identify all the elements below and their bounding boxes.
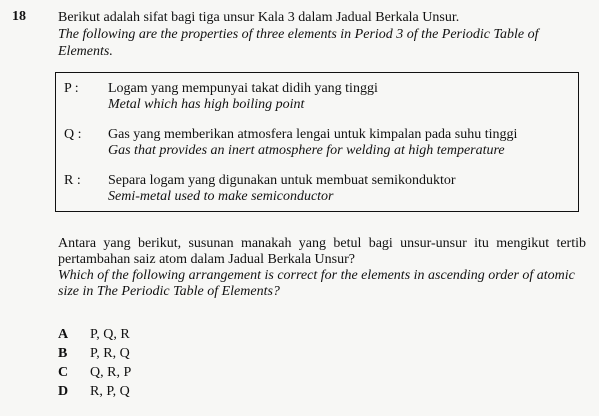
option-letter: A (58, 327, 69, 342)
option-d[interactable] (58, 382, 131, 401)
option-c[interactable] (58, 363, 131, 382)
answer-options (58, 325, 131, 401)
intro-malay: Berikut adalah sifat bagi tiga unsur Kala 3 dalam Jadual Berkala Unsur. (58, 10, 460, 25)
intro-english: The following are the properties of three elements in Period 3 of the Periodic Table of Elements. (58, 27, 539, 59)
property-english: Metal which has high boiling point (108, 97, 305, 112)
option-b[interactable] (58, 344, 131, 363)
option-value: R, P, Q (90, 384, 130, 399)
option-value: P, R, Q (90, 346, 130, 361)
question-english: Which of the following arrangement is correct for the elements in ascending order of atomic size in The Periodic Table of Elements? (58, 268, 575, 299)
property-malay: Separa logam yang digunakan untuk membuat semikonduktor (108, 173, 456, 188)
option-value: Q, R, P (90, 365, 132, 380)
property-label: R : (64, 173, 81, 188)
property-english: Gas that provides an inert atmosphere for welding at high temperature (108, 143, 505, 158)
property-english: Semi-metal used to make semiconductor (108, 189, 334, 204)
option-letter: D (58, 384, 69, 399)
question-text (58, 236, 586, 300)
question-malay: Antara yang berikut, susunan manakah yang betul bagi unsur-unsur itu mengikut tertib pertambahan saiz atom dalam Jadual Berkala Unsur? (58, 236, 586, 267)
option-a[interactable] (58, 325, 131, 344)
properties-box (55, 72, 579, 212)
option-letter: C (58, 365, 69, 380)
option-value: P, Q, R (90, 327, 130, 342)
question-number: 18 (12, 9, 26, 24)
property-malay: Gas yang memberikan atmosfera lengai untuk kimpalan pada suhu tinggi (108, 127, 518, 142)
intro-text (58, 9, 583, 60)
property-label: P : (64, 81, 79, 96)
property-malay: Logam yang mempunyai takat didih yang tinggi (108, 81, 378, 96)
option-letter: B (58, 346, 68, 361)
property-label: Q : (64, 127, 82, 142)
